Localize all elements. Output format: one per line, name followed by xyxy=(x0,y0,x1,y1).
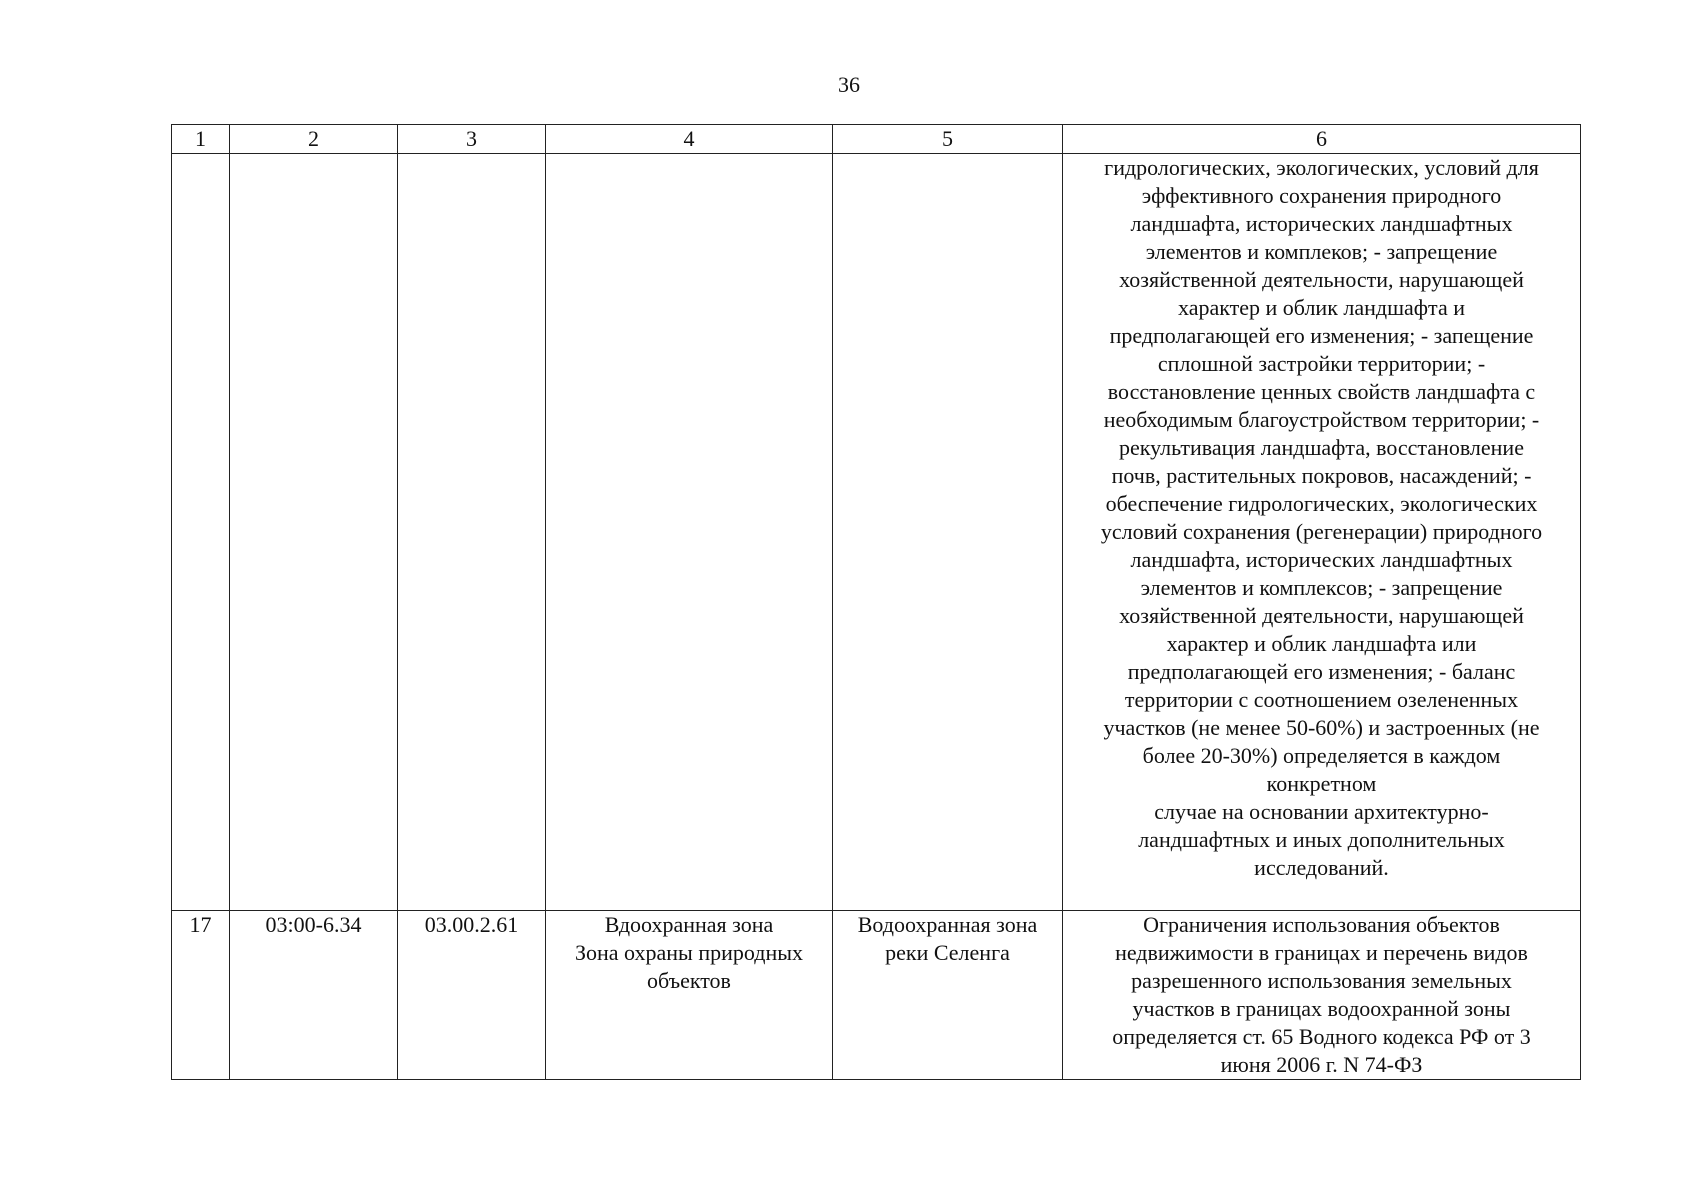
table-cell xyxy=(833,154,1063,911)
row-number: 17 xyxy=(189,912,212,937)
restrictions-text: Ограничения использования объектов недвижимости в границах и перечень видов разрешенного использования земельных участков в границах водоохранной зоны определяется ст. 65 Водного кодекса РФ от 3 июня 2006 г. N 74-ФЗ xyxy=(1112,912,1531,1077)
table-row xyxy=(172,911,1581,1080)
registry-number: 03.00.2.61 xyxy=(424,912,519,937)
zone-name: Водоохранная зона реки Селенга xyxy=(857,912,1038,965)
table-cell-number xyxy=(172,911,230,1080)
table-cell-restrictions xyxy=(1063,911,1581,1080)
table-cell-code xyxy=(230,911,398,1080)
header-col-4: 4 xyxy=(546,125,833,154)
table-cell xyxy=(546,154,833,911)
header-col-5: 5 xyxy=(833,125,1063,154)
table-cell xyxy=(398,154,546,911)
table-row-continuation xyxy=(172,154,1581,911)
header-col-6: 6 xyxy=(1063,125,1581,154)
header-col-1: 1 xyxy=(172,125,230,154)
header-col-2: 2 xyxy=(230,125,398,154)
restrictions-text: гидрологических, экологических, условий для эффективного сохранения природного ландшафта, исторических ландшафтных элементов и комплеков; - запрещение хозяйственной деятельности, нарушающей характер и облик ландшафта и предполагающей его изменения; - запещение сплошной застройки территории; - восстановление ценных свойств ландшафта с необходимым благоустройством территории; - рекультивация ландшафта, восстановление почв, растительных покровов, насаждений; - обеспечение гидрологических, экологических условий сохранения (регенерации) природного ландшафта, исторических ландшафтных элементов и комплексов; - запрещение хозяйственной деятельности, нарушающей характер и облик ландшафта или предполагающей его изменения; - баланс территории с соотношением озелененных участков (не менее 50-60%) и застроенных (не более 20-30%) определяется в каждом конкретном случае на основании архитектурно- ландшафтных и иных дополнительных исследований. xyxy=(1100,155,1543,880)
restrictions-table xyxy=(171,124,1581,1080)
table-cell xyxy=(230,154,398,911)
table-cell-registry xyxy=(398,911,546,1080)
table-cell-zone-type xyxy=(546,911,833,1080)
zone-type: Вдоохранная зона Зона охраны природных объектов xyxy=(575,912,803,993)
zone-code: 03:00-6.34 xyxy=(265,912,362,937)
table-header-row xyxy=(172,125,1581,154)
page-number: 36 xyxy=(838,72,860,97)
table-cell xyxy=(172,154,230,911)
table-cell-zone-name xyxy=(833,911,1063,1080)
table-cell-restrictions xyxy=(1063,154,1581,911)
header-col-3: 3 xyxy=(398,125,546,154)
